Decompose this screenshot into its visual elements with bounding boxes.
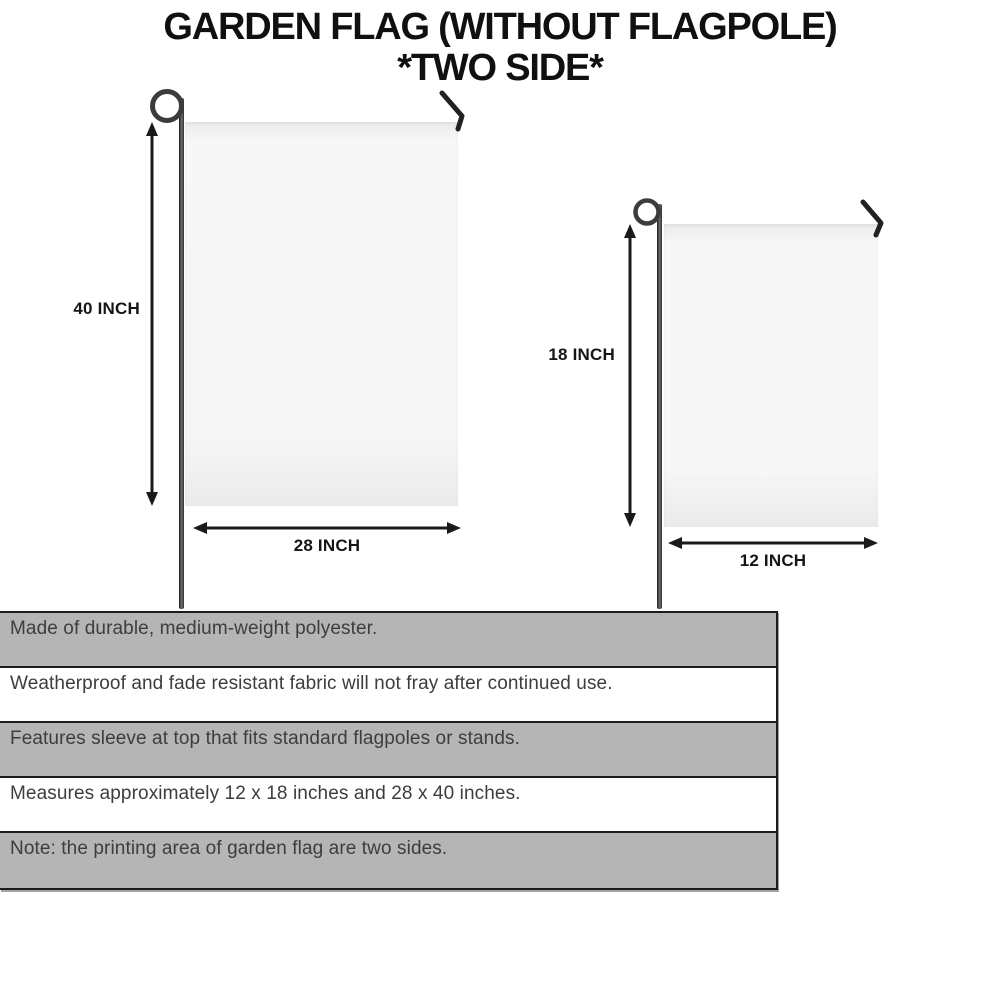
feature-row	[0, 668, 776, 723]
flag-small	[664, 224, 878, 527]
feature-text: Measures approximately 12 x 18 inches and 28 x 40 inches.	[10, 783, 521, 804]
feature-text: Made of durable, medium-weight polyester.	[10, 618, 378, 639]
feature-row	[0, 613, 776, 668]
feature-row	[0, 778, 776, 833]
flagpole-large	[179, 98, 184, 609]
height-label-large: 40 INCH	[73, 299, 140, 318]
feature-text: Note: the printing area of garden flag are two sides.	[10, 838, 448, 859]
page-title: GARDEN FLAG (WITHOUT FLAGPOLE)	[163, 6, 837, 48]
title-block	[0, 6, 1000, 88]
feature-row	[0, 723, 776, 778]
feature-row	[0, 833, 776, 888]
feature-text: Weatherproof and fade resistant fabric will not fray after continued use.	[10, 673, 613, 694]
width-label-large: 28 INCH	[293, 536, 361, 555]
height-arrow-small	[622, 224, 638, 527]
flagpole-hook-icon	[438, 88, 470, 134]
flagpole-small	[657, 204, 662, 609]
width-label-small: 12 INCH	[739, 551, 807, 570]
height-label-small: 18 INCH	[548, 345, 615, 364]
width-arrow-small	[668, 535, 878, 551]
page-subtitle: *TWO SIDE*	[397, 47, 603, 89]
feature-text: Features sleeve at top that fits standard flagpoles or stands.	[10, 728, 520, 749]
feature-list	[0, 611, 778, 890]
flag-large	[185, 122, 458, 506]
width-arrow-large	[193, 520, 461, 536]
height-arrow-large	[144, 122, 160, 506]
flagpole-hook-icon	[859, 198, 887, 240]
